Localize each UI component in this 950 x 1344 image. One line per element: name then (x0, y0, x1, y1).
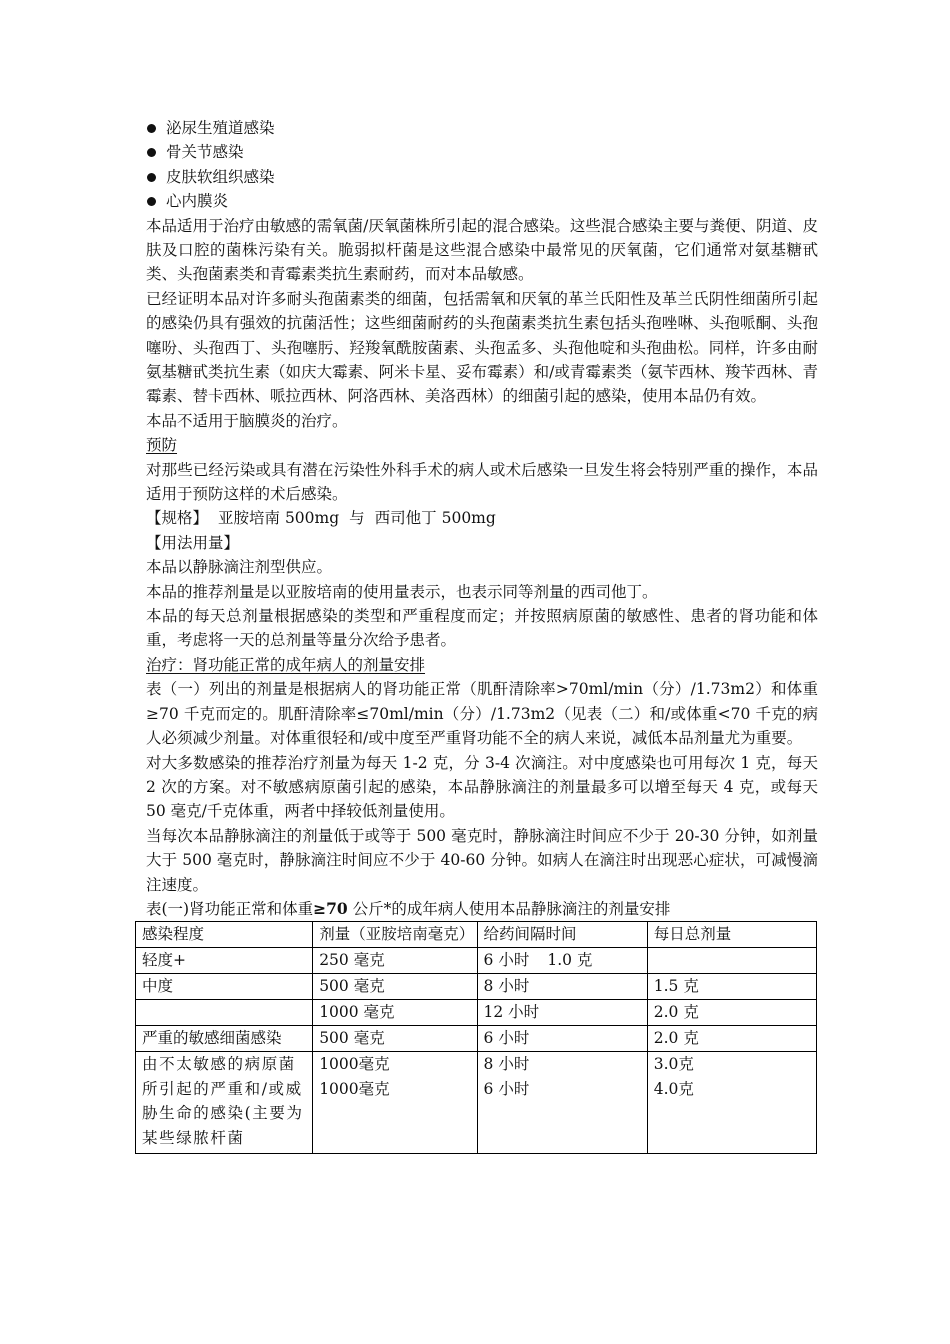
table-cell: 中度 (136, 974, 313, 1000)
list-item: 心内膜炎 (146, 189, 818, 213)
list-item: 泌尿生殖道感染 (146, 116, 818, 140)
spec-label: 【规格】 (146, 509, 209, 528)
header-cell: 剂量（亚胺培南毫克） (313, 922, 477, 948)
table-cell: 6 小时 (477, 1026, 647, 1052)
table-cell: 1.5 克 (647, 974, 816, 1000)
header-cell: 每日总剂量 (647, 922, 816, 948)
list-item: 皮肤软组织感染 (146, 165, 818, 189)
dosage-table (135, 921, 817, 1154)
table-cell: 6 小时 1.0 克 (477, 948, 647, 974)
table-cell: 8 小时 6 小时 (477, 1052, 647, 1154)
table-cell: 轻度+ (136, 948, 313, 974)
bullet-icon (147, 124, 156, 133)
spec-and: 与 (349, 509, 365, 528)
table-cell: 由不太敏感的病原菌所引起的严重和/或威胁生命的感染(主要为某些绿脓杆菌 (136, 1052, 313, 1154)
table-cell: 2.0 克 (647, 1000, 816, 1026)
table-cell: 2.0 克 (647, 1026, 816, 1052)
paragraph-treatment-dose: 对大多数感染的推荐治疗剂量为每天 1-2 克，分 3-4 次滴注。对中度感染也可用每次 1 克，每天 2 次的方案。对不敏感病原菌引起的感染，本品静脉滴注的剂量最多可以增至每天 4 克，或每天 50 毫克/千克体重，两者中择较低剂量使用。 (146, 753, 818, 821)
table-cell: 500 毫克 (313, 1026, 477, 1052)
header-cell: 感染程度 (136, 922, 313, 948)
table-row (136, 1000, 817, 1026)
spec-imipenem: 亚胺培南 500mg (218, 509, 340, 528)
table-cell: 严重的敏感细菌感染 (136, 1026, 313, 1052)
bullet-icon (147, 173, 156, 182)
table-caption: 表(一)肾功能正常和体重≥70 公斤*的成年病人使用本品静脉滴注的剂量安排 (146, 898, 671, 918)
table-row (136, 948, 817, 974)
table-cell: 500 毫克 (313, 974, 477, 1000)
table-row (136, 974, 817, 1000)
paragraph-resistance: 已经证明本品对许多耐头孢菌素类的细菌，包括需氧和厌氧的革兰氏阳性及革兰氏阴性细菌所引起的感染仍具有强效的抗菌活性；这些细菌耐药的头孢菌素类抗生素包括头孢唑啉、头孢哌酮、头孢噻吩、头孢西丁、头孢噻肟、羟羧氧酰胺菌素、头孢孟多、头孢他啶和头孢曲松。同样，许多由耐氨基糖甙类抗生素（如庆大霉素、阿米卡星、妥布霉素）和/或青霉素类（氨苄西林、羧苄西林、青霉素、替卡西林、哌拉西林、阿洛西林、美洛西林）的细菌引起的感染，使用本品仍有效。 (146, 289, 818, 406)
paragraph-recommended-dose: 本品的推荐剂量是以亚胺培南的使用量表示，也表示同等剂量的西司他丁。 (146, 582, 658, 601)
paragraph-supply: 本品以静脉滴注剂型供应。 (146, 558, 333, 577)
paragraph-prevention: 对那些已经污染或具有潜在污染性外科手术的病人或术后感染一旦发生将会特别严重的操作，本品适用于预防这样的术后感染。 (146, 460, 818, 504)
table-row (136, 1052, 817, 1154)
list-item: 骨关节感染 (146, 140, 818, 164)
paragraph-meningitis: 本品不适用于脑膜炎的治疗。 (146, 411, 348, 430)
document-page (142, 116, 818, 1154)
paragraph-table-note: 表（一）列出的剂量是根据病人的肾功能正常（肌酐清除率>70ml/min（分）/1.73m2）和体重≥70 千克而定的。肌酐清除率≤70ml/min（分）/1.73m2（见表（二）和/或体重<70 千克的病人必须减少剂量。对体重很轻和/或中度至严重肾功能不全的病人来说，减低本品剂量尤为重要。 (146, 680, 818, 748)
table-cell: 12 小时 (477, 1000, 647, 1026)
header-cell: 给药间隔时间 (477, 922, 647, 948)
table-cell: 3.0克 4.0克 (647, 1052, 816, 1154)
paragraph-mixed-infection: 本品适用于治疗由敏感的需氧菌/厌氧菌株所引起的混合感染。这些混合感染主要与粪便、阴道、皮肤及口腔的菌株污染有关。脆弱拟杆菌是这些混合感染中最常见的厌氧菌，它们通常对氨基糖甙类、头孢菌素类和青霉素类抗生素耐药，而对本品敏感。 (146, 216, 818, 284)
paragraph-daily-dose: 本品的每天总剂量根据感染的类型和严重程度而定；并按照病原菌的敏感性、患者的肾功能和体重，考虑将一天的总剂量等量分次给予患者。 (146, 607, 818, 650)
table-cell (136, 1000, 313, 1026)
table-header-row (136, 922, 817, 948)
heading-prevention: 预防 (146, 436, 178, 455)
table-cell: 1000 毫克 (313, 1000, 477, 1026)
indication-list (146, 116, 818, 214)
heading-treatment: 治疗：肾功能正常的成年病人的剂量安排 (146, 655, 426, 674)
usage-label: 【用法用量】 (146, 533, 240, 552)
spec-line (146, 506, 818, 530)
table-row (136, 1026, 817, 1052)
paragraph-infusion-time: 当每次本品静脉滴注的剂量低于或等于 500 毫克时，静脉滴注时间应不少于 20-30 分钟，如剂量大于 500 毫克时，静脉滴注时间应不少于 40-60 分钟。如病人在滴注时出现恶心症状，可减慢滴注速度。 (146, 826, 818, 894)
table-cell: 1000毫克 1000毫克 (313, 1052, 477, 1154)
table-cell: 250 毫克 (313, 948, 477, 974)
bullet-icon (147, 148, 156, 157)
bullet-icon (147, 197, 156, 206)
table-cell (647, 948, 816, 974)
spec-cilastatin: 西司他丁 500mg (374, 509, 496, 528)
table-cell: 8 小时 (477, 974, 647, 1000)
